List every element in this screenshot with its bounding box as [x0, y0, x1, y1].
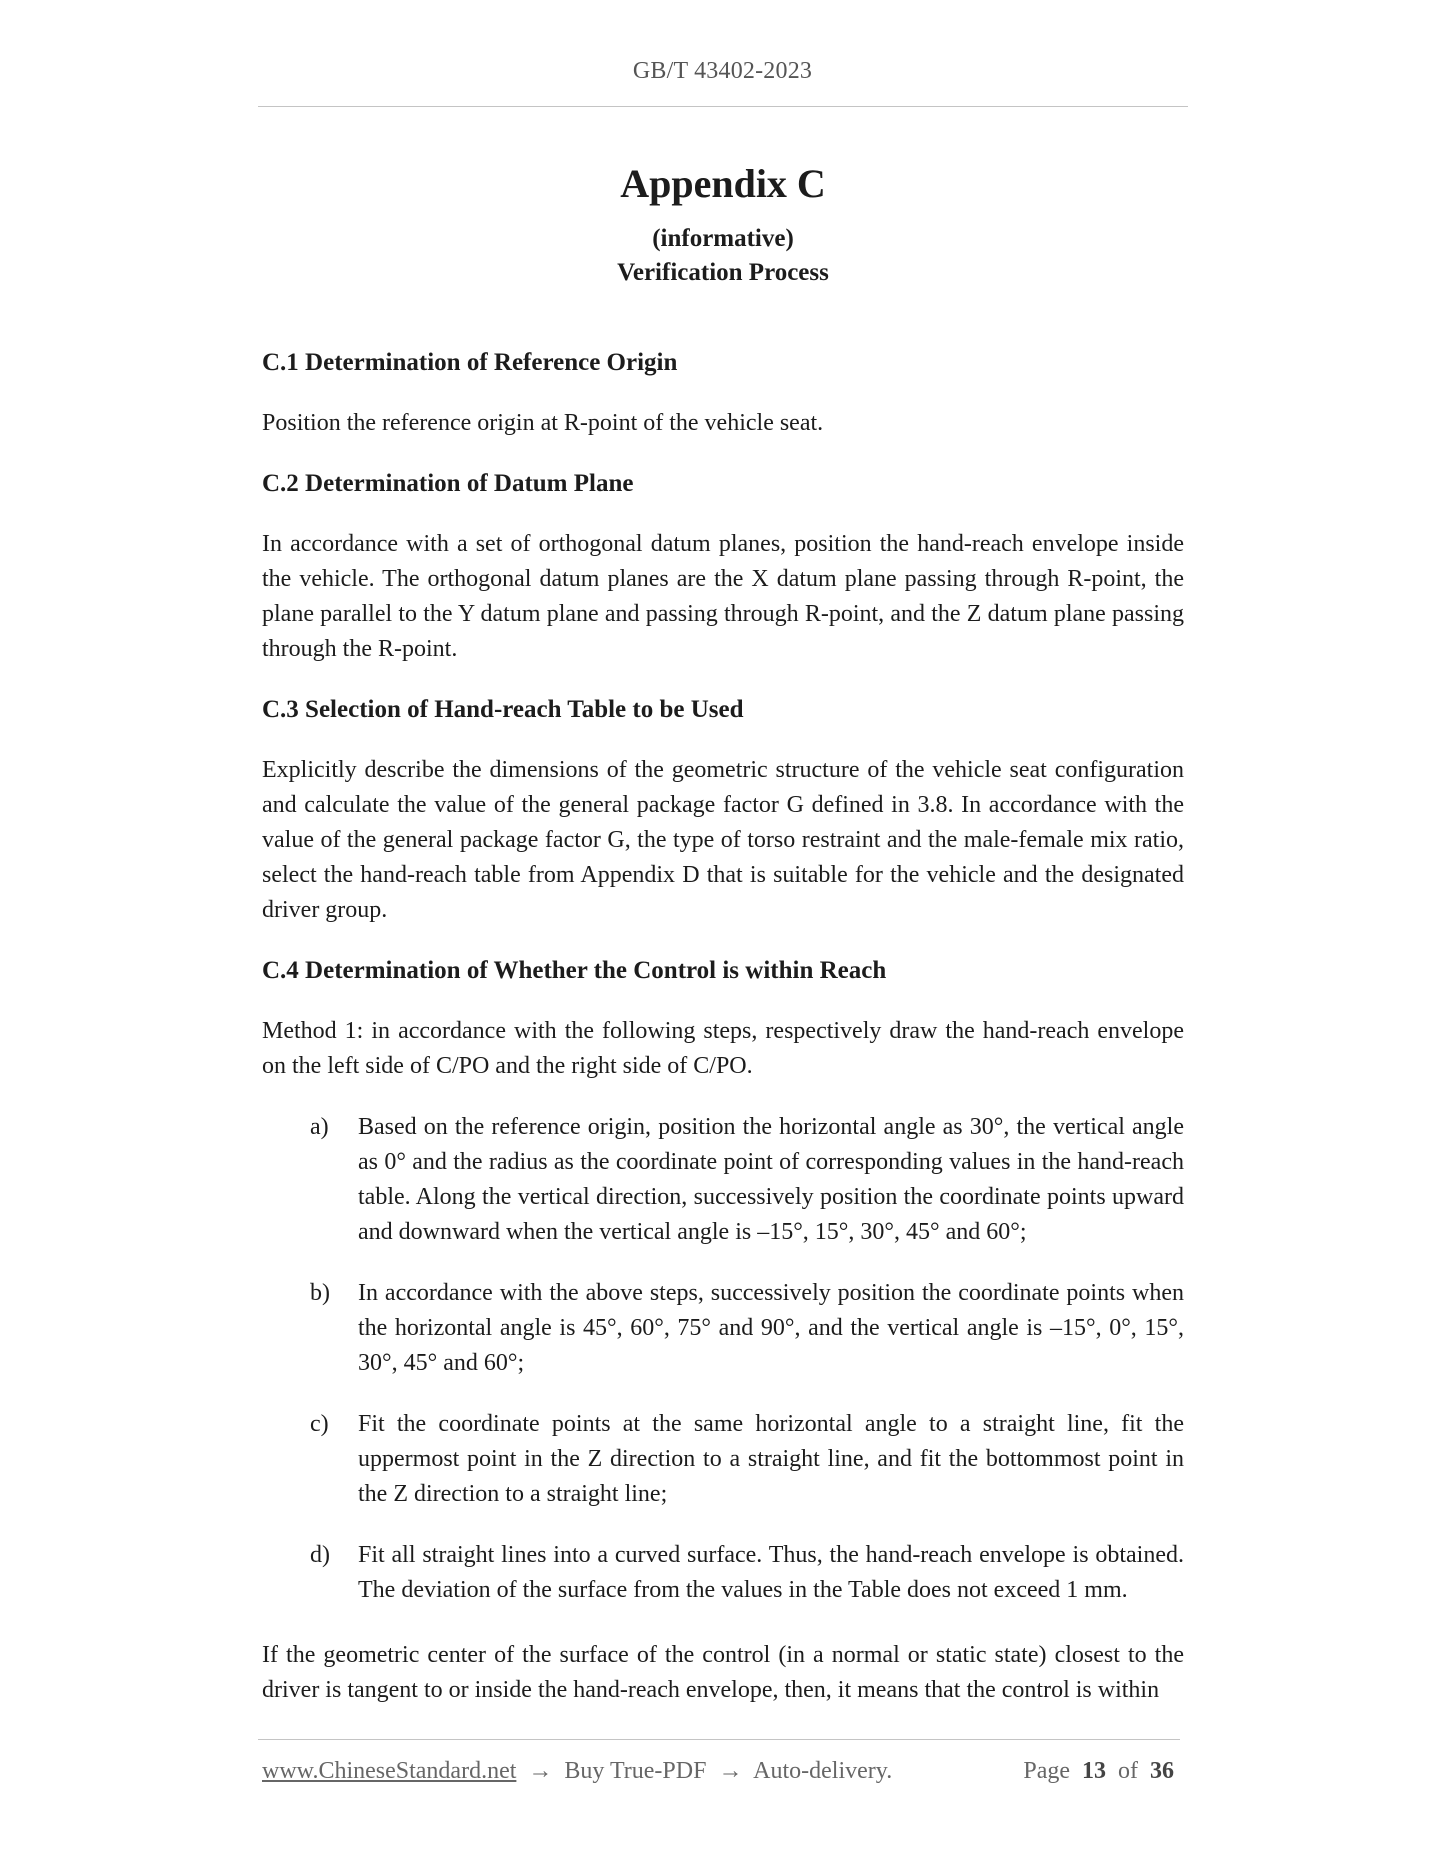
section-c2-paragraph: In accordance with a set of orthogonal datum planes, position the hand-reach envelope inside the vehicle. The orthogonal datum planes are the X datum plane passing through R-point, the plane parallel to the Y datum plane and passing through R-point, and the Z datum plane passing through the R-point.: [262, 531, 1184, 662]
appendix-title: Appendix C: [620, 161, 826, 206]
body-content: [262, 346, 1184, 1734]
list-item: [262, 1276, 1184, 1381]
arrow-right-icon: →: [718, 1758, 743, 1784]
section-c4-method-paragraph: Method 1: in accordance with the following steps, respectively draw the hand-reach envelope on the left side of C/PO and the right side of C/PO.: [262, 1018, 1184, 1079]
section-heading-c3: C.3 Selection of Hand-reach Table to be Used: [262, 696, 744, 723]
list-item-text: Fit all straight lines into a curved surface. Thus, the hand-reach envelope is obtained. The deviation of the surface from the values in the Table does not exceed 1 mm.: [358, 1542, 1184, 1603]
header-divider: [258, 106, 1188, 107]
of-label: of: [1118, 1758, 1138, 1784]
current-page-number: 13: [1082, 1758, 1106, 1784]
arrow-right-icon: →: [528, 1758, 553, 1784]
list-marker: b): [310, 1280, 330, 1306]
appendix-title-block: [258, 158, 1188, 290]
page-counter: [1023, 1758, 1180, 1785]
list-marker: a): [310, 1114, 329, 1140]
section-heading-c1: C.1 Determination of Reference Origin: [262, 349, 678, 376]
step-list: [262, 1110, 1184, 1608]
section-heading-c4: C.4 Determination of Whether the Control is within Reach: [262, 957, 887, 984]
list-item-text: In accordance with the above steps, successively position the coordinate points when the horizontal angle is 45°, 60°, 75° and 90°, and the vertical angle is –15°, 0°, 15°, 30°, 45° and 60°;: [358, 1280, 1184, 1376]
footer-divider: [258, 1739, 1180, 1740]
total-page-number: 36: [1150, 1758, 1174, 1784]
buy-pdf-text: Buy True-PDF: [564, 1758, 707, 1784]
document-id: GB/T 43402-2023: [632, 58, 813, 84]
site-link[interactable]: www.ChineseStandard.net: [262, 1758, 517, 1784]
appendix-subtitle: Verification Process: [617, 259, 829, 286]
list-item: [262, 1407, 1184, 1512]
footer-promo: [262, 1758, 892, 1785]
list-item-text: Based on the reference origin, position the horizontal angle as 30°, the vertical angle as 0° and the radius as the coordinate point of corresponding values in the hand-reach table. Along the vertical direction, successively position the coordinate points upward and downward when the vertical angle is –15°, 15°, 30°, 45° and 60°;: [358, 1114, 1184, 1245]
list-item: [262, 1110, 1184, 1250]
appendix-type: (informative): [652, 225, 794, 252]
list-marker: d): [310, 1542, 330, 1568]
section-heading-c2: C.2 Determination of Datum Plane: [262, 470, 634, 497]
section-c1-paragraph: Position the reference origin at R-point of the vehicle seat.: [262, 410, 824, 436]
list-item: [262, 1538, 1184, 1608]
section-c4-conclusion-paragraph: If the geometric center of the surface of the control (in a normal or static state) closest to the driver is tangent to or inside the hand-reach envelope, then, it means that the control is within: [262, 1642, 1184, 1703]
section-c3-paragraph: Explicitly describe the dimensions of the geometric structure of the vehicle seat configuration and calculate the value of the general package factor G defined in 3.8. In accordance with the value of the general package factor G, the type of torso restraint and the male-female mix ratio, select the hand-reach table from Appendix D that is suitable for the vehicle and the designated driver group.: [262, 757, 1184, 923]
auto-delivery-text: Auto-delivery.: [753, 1758, 893, 1784]
list-marker: c): [310, 1411, 329, 1437]
page-label: Page: [1023, 1758, 1070, 1784]
list-item-text: Fit the coordinate points at the same horizontal angle to a straight line, fit the uppermost point in the Z direction to a straight line, and fit the bottommost point in the Z direction to a straight line;: [358, 1411, 1184, 1507]
